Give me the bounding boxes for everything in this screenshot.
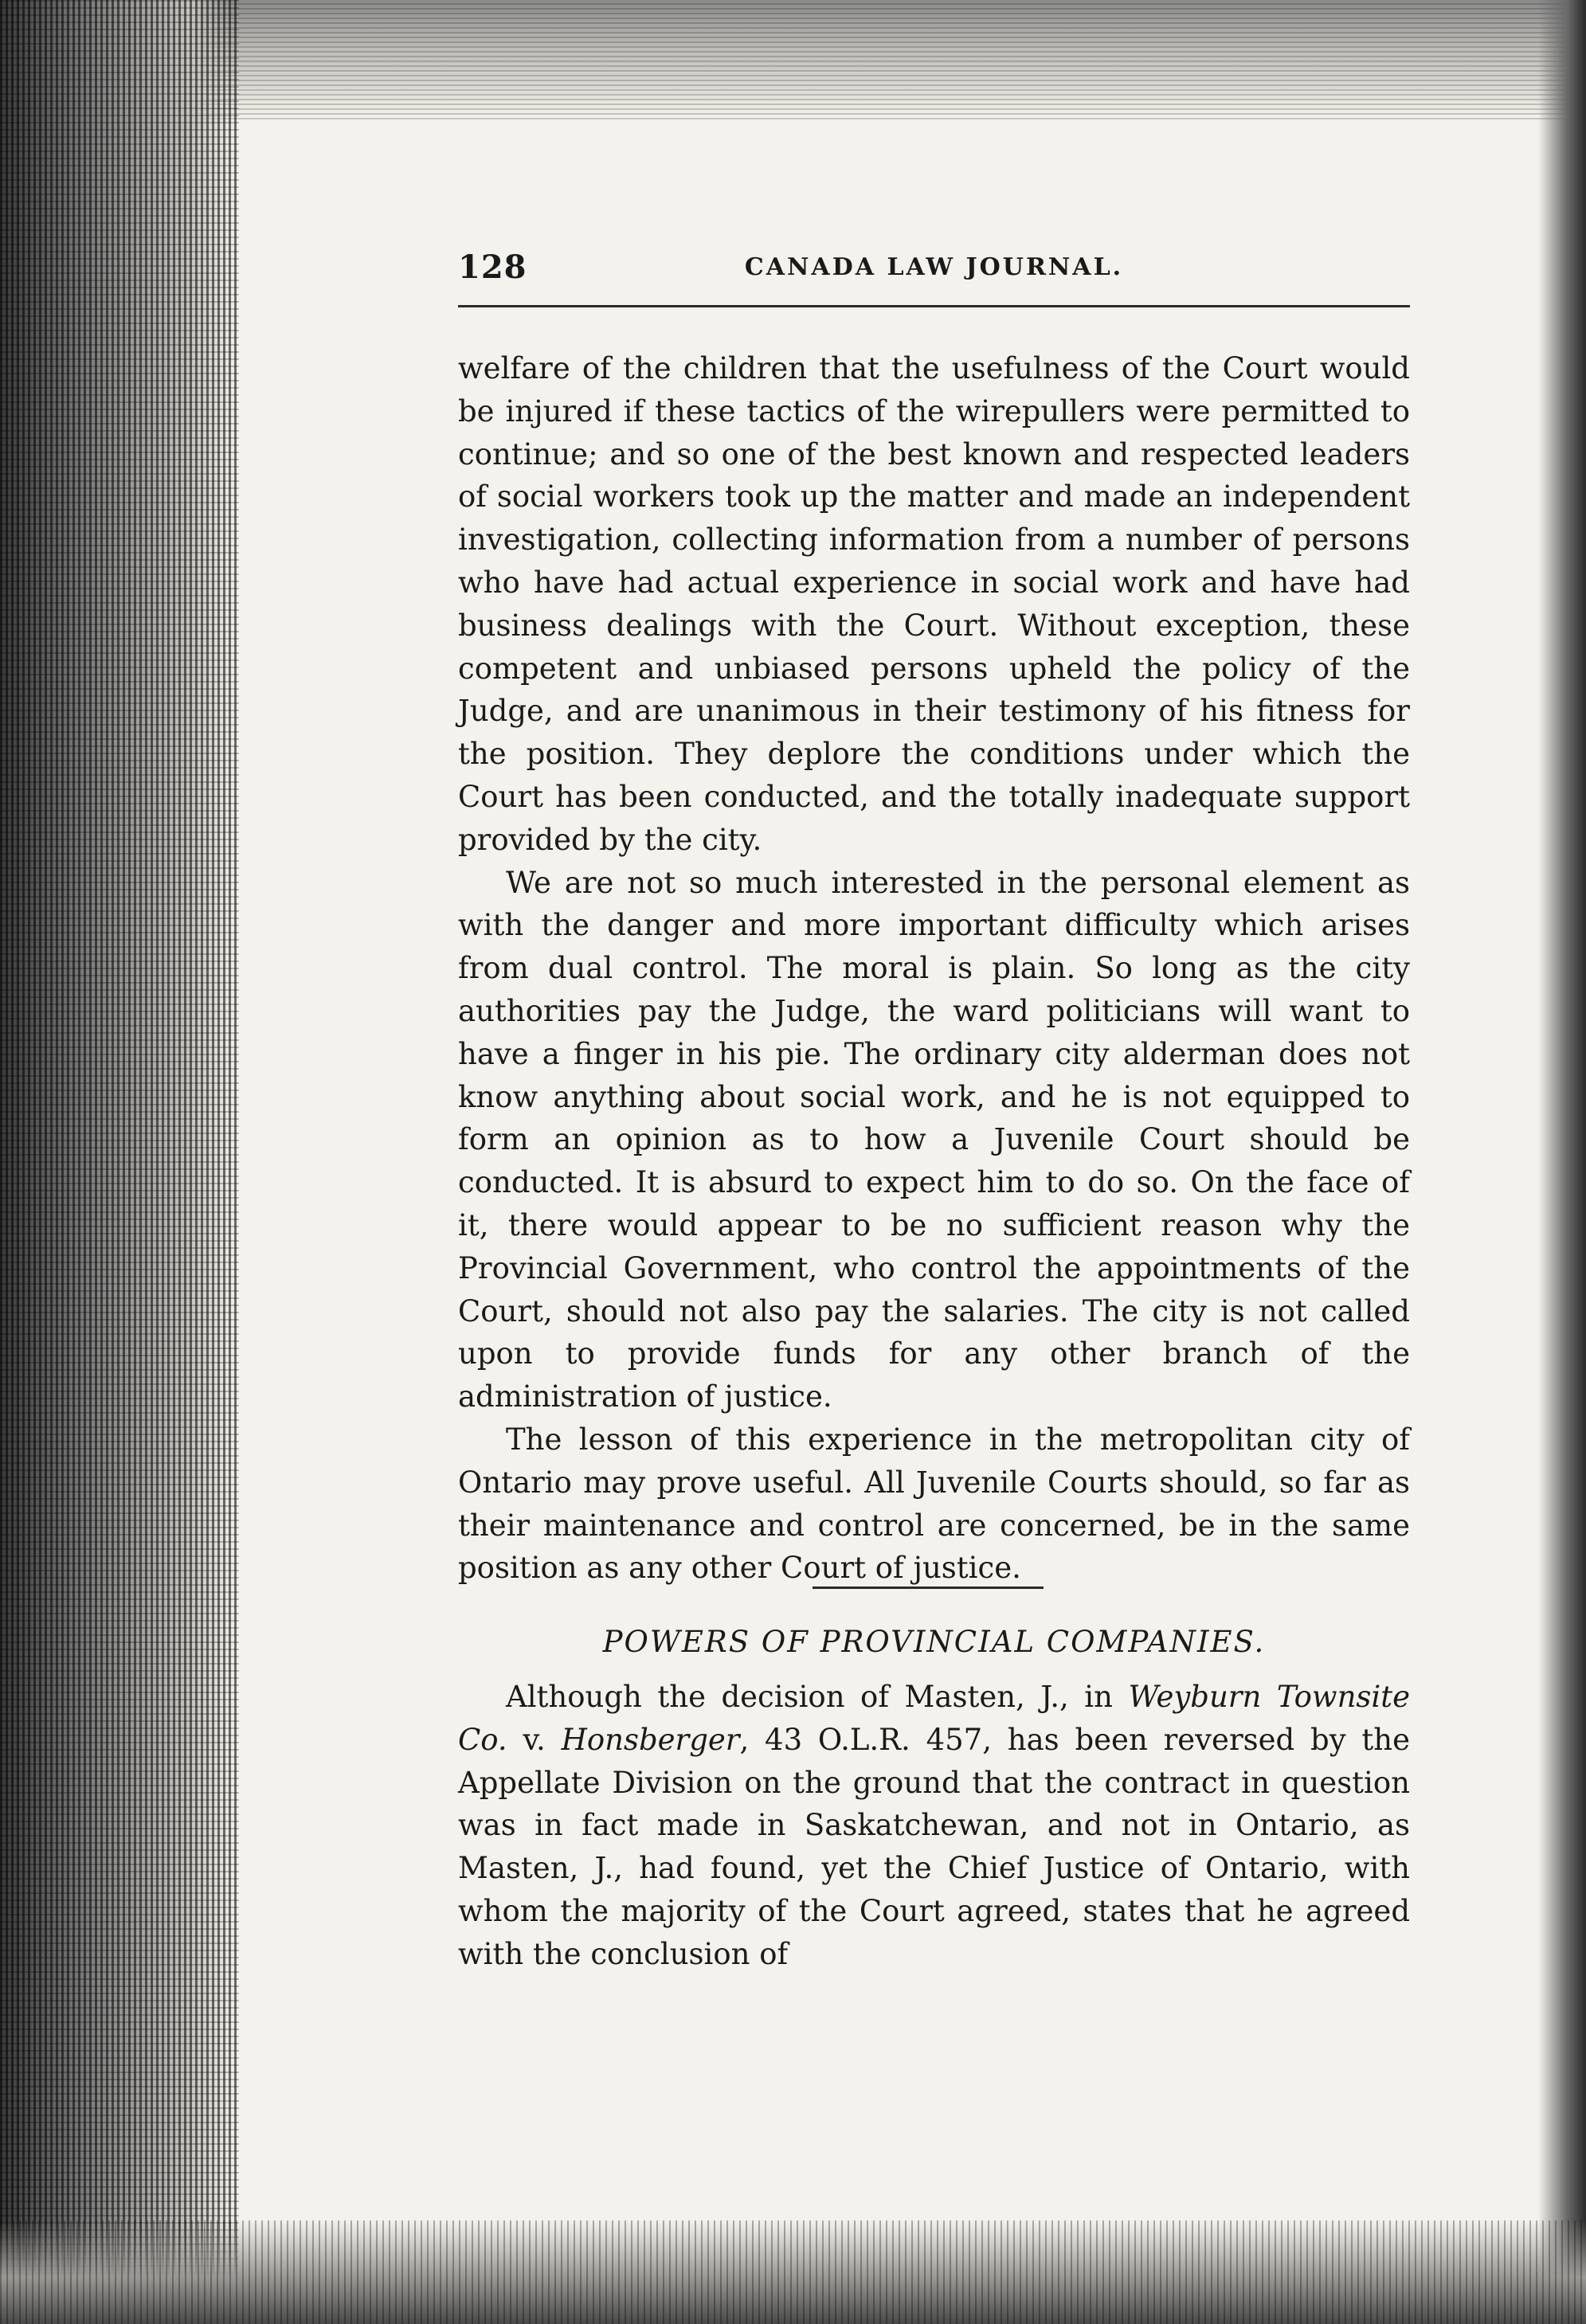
journal-page: [458, 0, 1410, 2324]
page-header: [458, 248, 1410, 296]
section-text-a: Although the decision of Masten, J., in: [506, 1680, 1129, 1714]
section-text-b: v.: [507, 1722, 562, 1757]
section-text-c: , 43 O.L.R. 457, has been reversed by the Appellate Division on the ground that the contract in question was in fact made in Saskatchewan, and not in Ontario, as Masten, J., had found, yet the Chief Justice of Ontario, with whom the majority of the Court agreed, states that he agreed with the conclusion of: [458, 1722, 1410, 1971]
paragraph-1: welfare of the children that the usefulness of the Court would be injured if these tactics of the wirepullers were permitted to continue; and so one of the best known and respected leaders of social workers took up the matter and made an independent investigation, collecting information from a number of persons who have had actual experience in social work and have had business dealings with the Court. Without exception, these competent and unbiased persons upheld the policy of the Judge, and are unanimous in their testimony of his fitness for the position. They deplore the conditions under which the Court has been conducted, and the totally inadequate support provided by the city.: [458, 351, 1410, 857]
scan-binding-edge: [0, 0, 239, 2324]
header-rule: [458, 305, 1410, 307]
page-number: 128: [458, 248, 527, 286]
paragraph-3: The lesson of this experience in the metropolitan city of Ontario may prove useful. All Juvenile Courts should, so far as their maintenance and control are concerned, be in the same position as any other Court of justice.: [458, 1422, 1410, 1586]
section-divider: [813, 1587, 1044, 1589]
running-head: CANADA LAW JOURNAL.: [744, 253, 1124, 281]
scan-shadow-right: [1538, 0, 1586, 2324]
section-title: POWERS OF PROVINCIAL COMPANIES.: [602, 1625, 1266, 1659]
paragraph-2: We are not so much interested in the personal element as with the danger and more important difficulty which arises from dual control. The moral is plain. So long as the city authorities pay the Judge, the ward politicians will want to have a finger in his pie. The ordinary city alderman does not know anything about social work, and he is not equipped to form an opinion as to how a Juvenile Court should be conducted. It is absurd to expect him to do so. On the face of it, there would appear to be no sufficient reason why the Provincial Government, who control the appointments of the Court, should not also pay the salaries. The city is not called upon to provide funds for any other branch of the administration of justice.: [458, 865, 1410, 1414]
section-paragraph: [458, 1676, 1410, 1976]
section-body: [458, 1676, 1410, 1976]
case-name-1: Weyburn Townsite Co.: [458, 1680, 1411, 1757]
article-body: [458, 347, 1410, 1590]
case-name-2: Honsberger: [561, 1722, 740, 1757]
